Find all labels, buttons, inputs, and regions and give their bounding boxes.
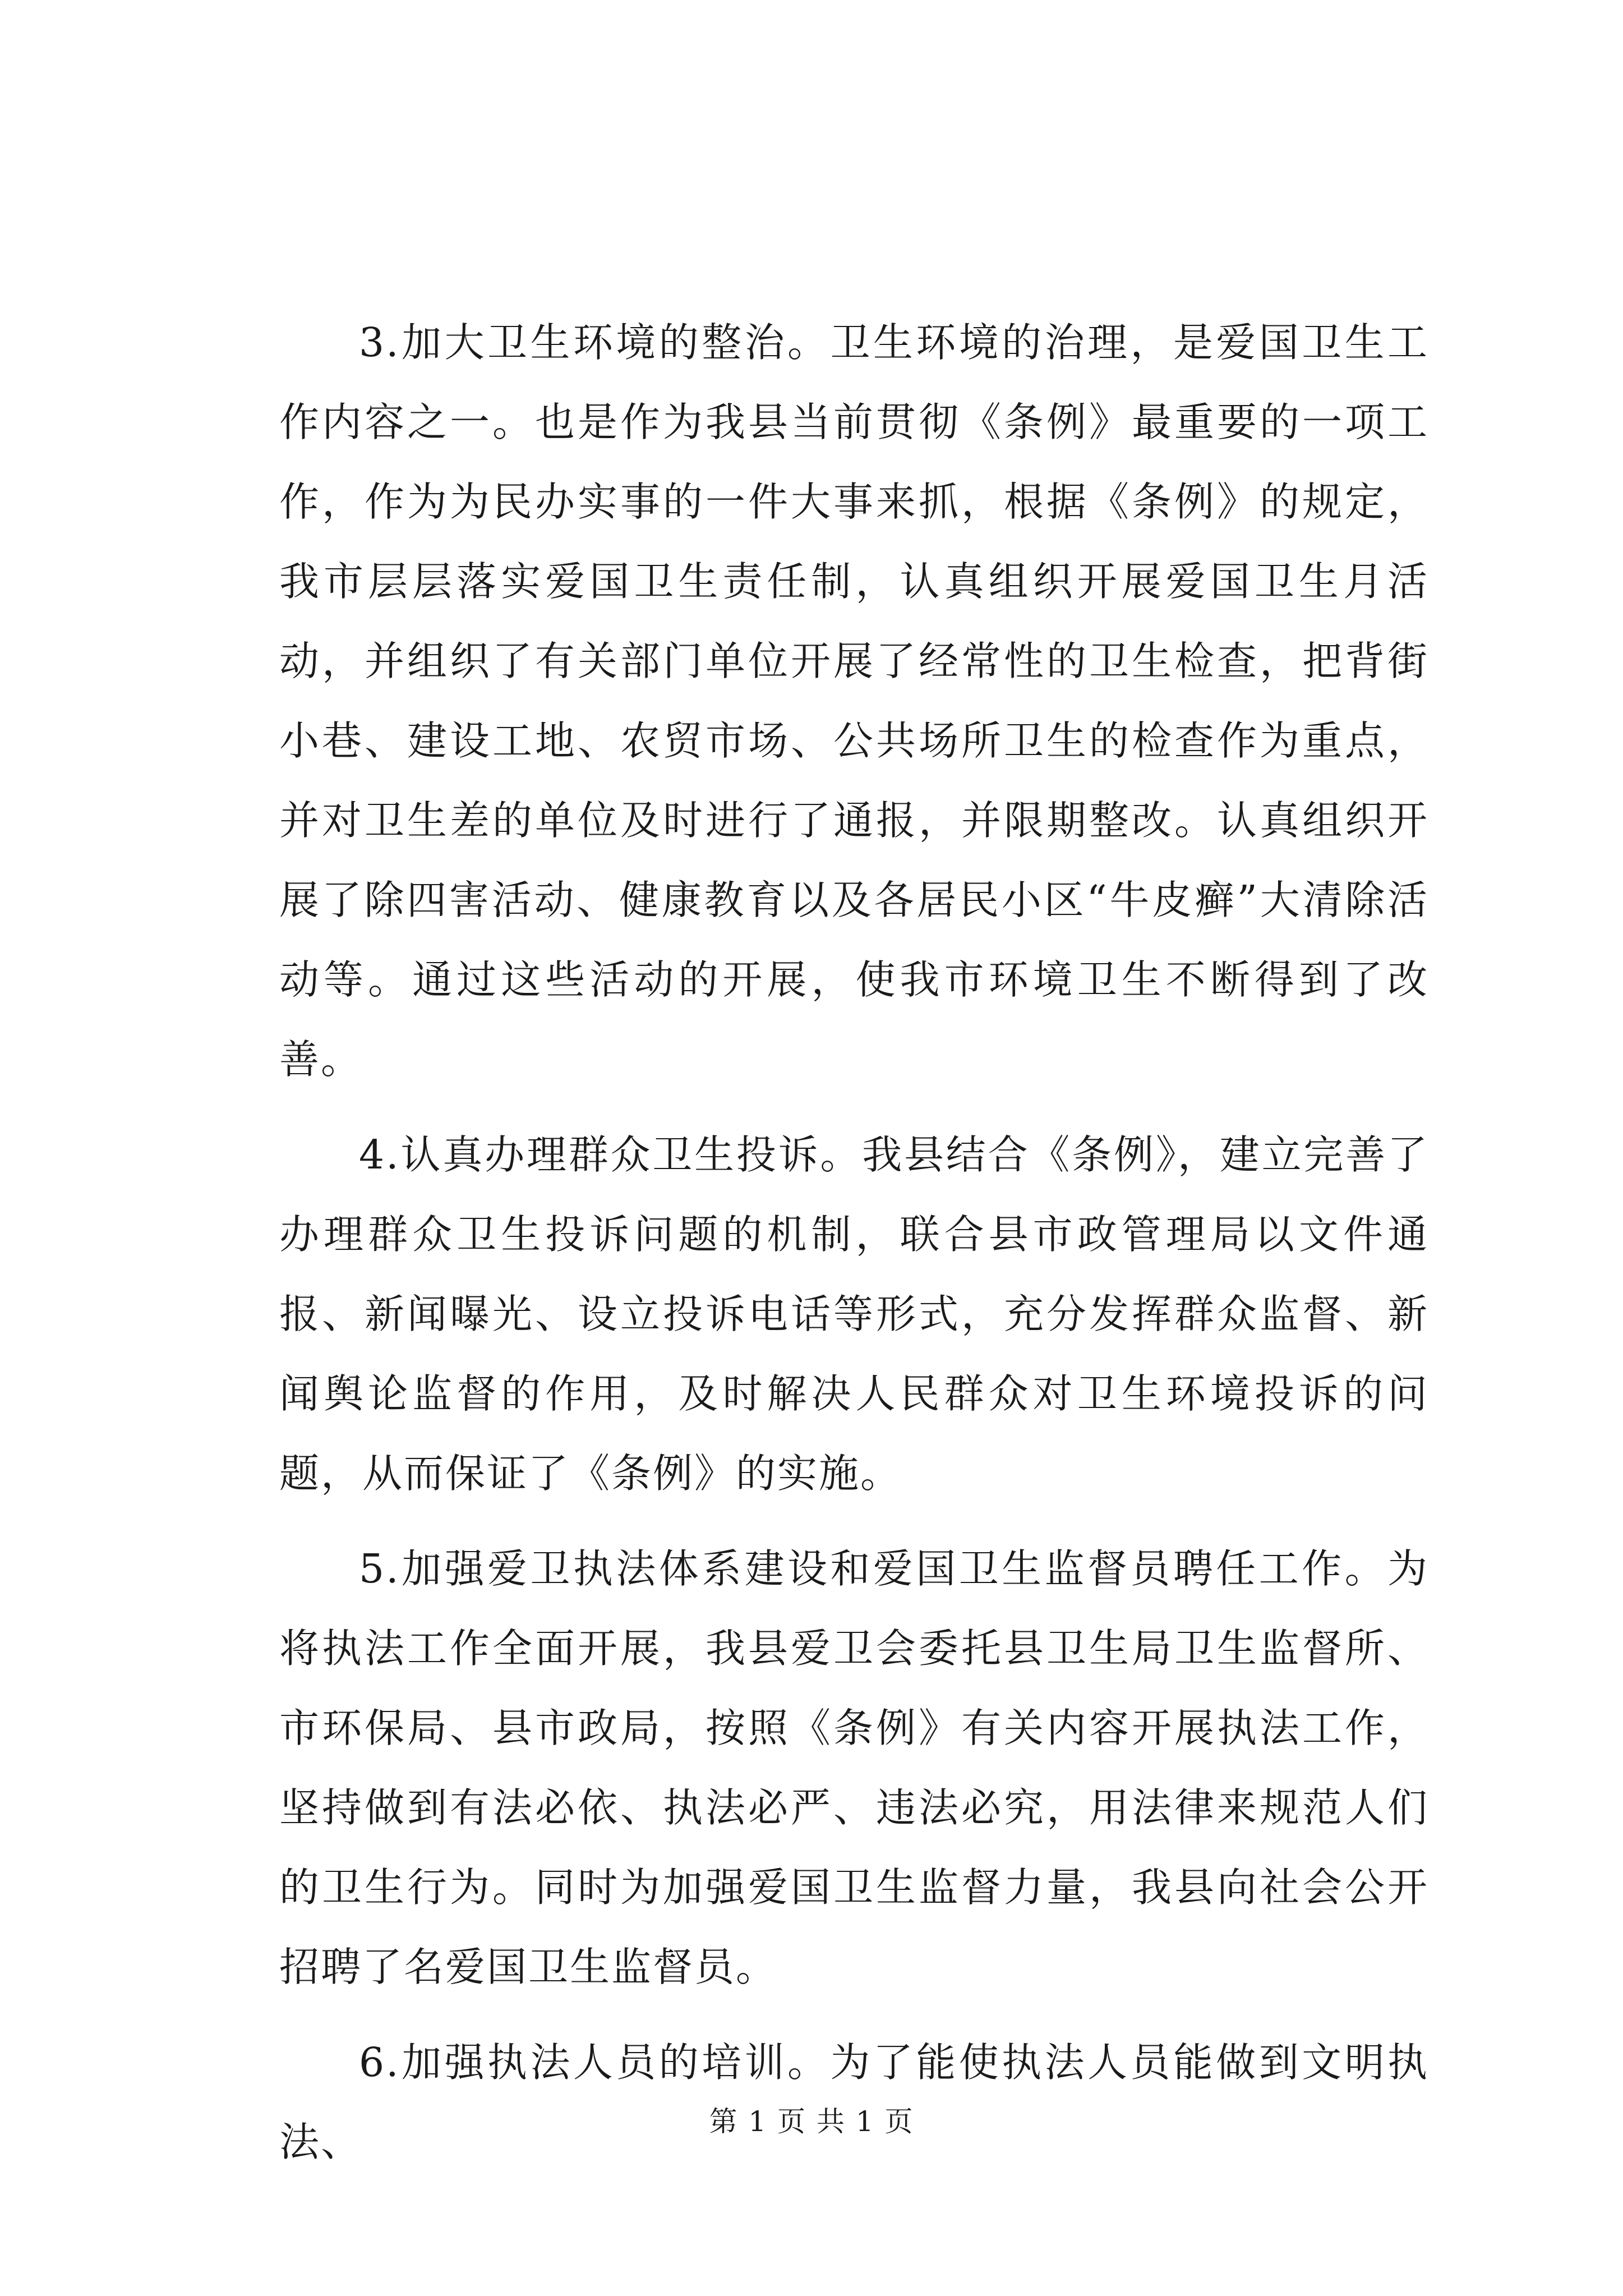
paragraph-6: 6.加强执法人员的培训。为了能使执法人员能做到文明执法、 [279,2039,1429,2165]
paragraph-3: 3.加大卫生环境的整治。卫生环境的治理，是爱国卫生工作内容之一。也是作为我县当前贯彻《条例》最重要的一项工作，作为为民办实事的一件大事来抓，根据《条例》的规定，我市层层落实爱国卫生责任制，认真组织开展爱国卫生月活动，并组织了有关部门单位开展了经常性的卫生检查，把背街小巷、建设工地、农贸市场、公共场所卫生的检查作为重点，并对卫生差的单位及时进行了通报，并限期整改。认真组织开展了除四害活动、健康教育以及各居民小区“牛皮癣”大清除活动等。通过这些活动的开展，使我市环境卫生不断得到了改善。 [279,319,1429,1083]
page-number-footer: 第 1 页 共 1 页 [709,2105,914,2138]
paragraph-4: 4.认真办理群众卫生投诉。我县结合《条例》，建立完善了办理群众卫生投诉问题的机制，联合县市政管理局以文件通报、新闻曝光、设立投诉电话等形式，充分发挥群众监督、新闻舆论监督的作用，及时解决人民群众对卫生环境投诉的问题，从而保证了《条例》的实施。 [279,1131,1429,1497]
document-body [279,303,1429,2198]
paragraph-5: 5.加强爱卫执法体系建设和爱国卫生监督员聘任工作。为将执法工作全面开展，我县爱卫会委托县卫生局卫生监督所、市环保局、县市政局，按照《条例》有关内容开展执法工作，坚持做到有法必依、执法必严、违法必究，用法律来规范人们的卫生行为。同时为加强爱国卫生监督力量，我县向社会公开招聘了名爱国卫生监督员。 [279,1545,1429,1990]
